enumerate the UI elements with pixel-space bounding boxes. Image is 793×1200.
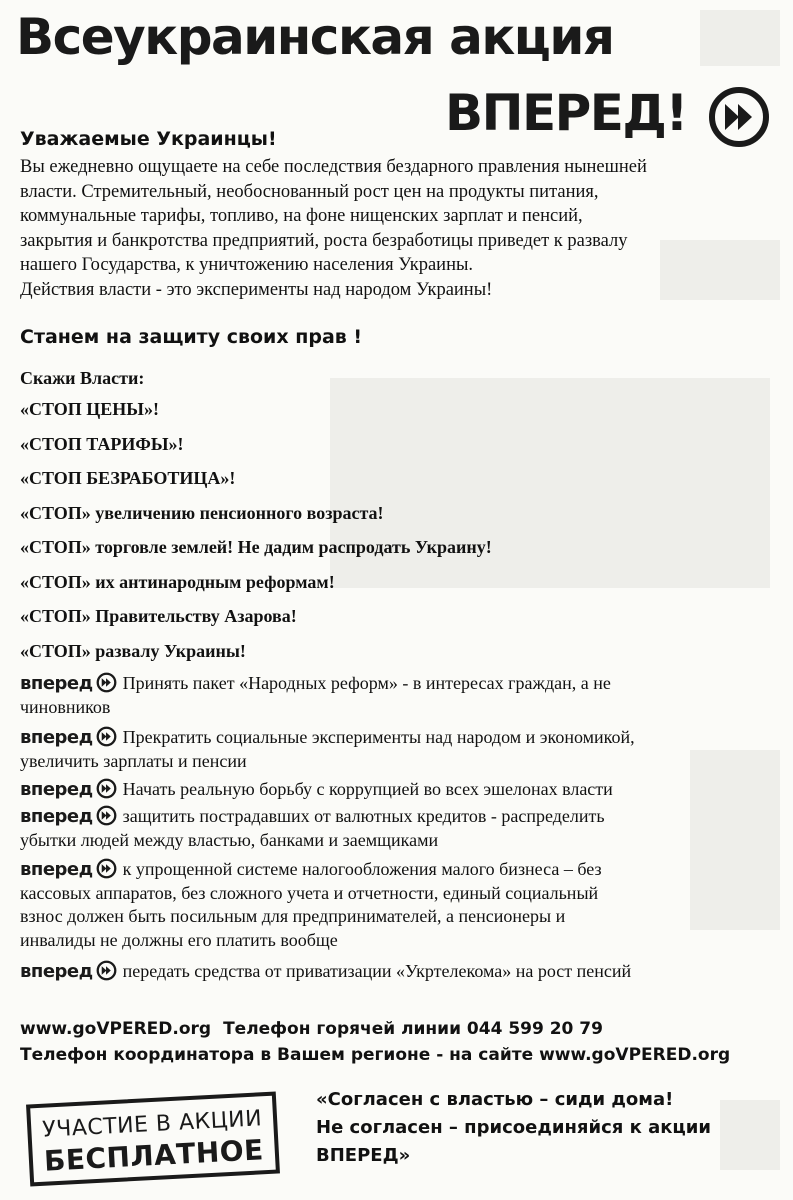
slogan-line: Не согласен – присоединяйся к акции <box>316 1117 711 1138</box>
greeting-heading: Уважаемые Украинцы! <box>20 128 277 150</box>
stop-list <box>20 398 492 674</box>
slogan <box>316 1086 711 1170</box>
regional-coordinator: Телефон координатора в Вашем регионе - на сайте www.goVPERED.org <box>20 1045 731 1065</box>
intro-line: закрытия и банкротства предприятий, роста безработицы приведет к развалу <box>20 230 628 251</box>
intro-line: власти. Стремительный, необоснованный рост цен на продукты питания, <box>20 181 599 202</box>
vpered-brand: вперед <box>20 806 93 827</box>
vpered-brand: вперед <box>20 779 93 800</box>
stamp-line-2: БЕСПЛАТНОЕ <box>43 1133 265 1178</box>
website-link[interactable]: www.goVPERED.org <box>20 1019 212 1039</box>
demand-item <box>20 805 785 852</box>
demand-item <box>20 858 785 952</box>
fast-forward-circle-icon <box>96 672 117 693</box>
stop-item: «СТОП ЦЕНЫ»! <box>20 399 159 419</box>
demand-text: Принять пакет «Народных реформ» - в интересах граждан, а не <box>122 673 611 693</box>
demand-text-continued: чиновников <box>20 696 111 717</box>
demand-item <box>20 672 785 719</box>
title-line-2: ВПЕРЕД! <box>445 84 687 142</box>
demand-text: Прекратить социальные эксперименты над народом и экономикой, <box>122 727 635 747</box>
vpered-brand: вперед <box>20 859 93 880</box>
stop-item: «СТОП» торговле землей! Не дадим распродать Украину! <box>20 537 492 557</box>
demand-text-continued: взнос должен быть посильным для предпринимателей, а пенсионеры и <box>20 906 566 926</box>
intro-line: нашего Государства, к уничтожению населения Украины. <box>20 255 474 275</box>
free-participation-stamp <box>26 1092 280 1187</box>
contacts <box>20 1016 730 1068</box>
stop-item: «СТОП ТАРИФЫ»! <box>20 433 184 454</box>
stop-item: «СТОП» развалу Украины! <box>20 640 246 661</box>
demand-text-continued: убытки людей между властью, банками и заемщиками <box>20 829 439 850</box>
fast-forward-circle-icon <box>96 960 117 981</box>
fast-forward-circle-icon <box>96 726 117 747</box>
fast-forward-circle-icon <box>96 778 117 799</box>
stop-item: «СТОП» их антинародным реформам! <box>20 571 335 592</box>
demand-text: передать средства от приватизации «Укртелекома» на рост пенсий <box>122 961 632 981</box>
demand-item <box>20 726 785 773</box>
fast-forward-circle-icon <box>96 858 117 879</box>
say-to-power-label: Скажи Власти: <box>20 368 145 388</box>
demand-text: Начать реальную борьбу с коррупцией во всех эшелонах власти <box>122 779 613 799</box>
stop-item: «СТОП БЕЗРАБОТИЦА»! <box>20 468 236 488</box>
rights-heading: Станем на защиту своих прав ! <box>20 326 363 348</box>
intro-paragraph <box>20 155 785 302</box>
vpered-brand: вперед <box>20 727 93 748</box>
vpered-brand: вперед <box>20 961 93 982</box>
slogan-line: «Согласен с властью – сиди дома! <box>316 1089 674 1110</box>
fast-forward-circle-icon <box>708 86 770 148</box>
demand-item <box>20 778 785 802</box>
demand-text-continued: увеличить зарплаты и пенсии <box>20 750 247 771</box>
demand-text-continued: инвалиды не должны его платить вообще <box>20 929 338 950</box>
intro-line: коммунальные тарифы, топливо, на фоне нищенских зарплат и пенсий, <box>20 206 583 226</box>
vpered-brand: вперед <box>20 673 93 694</box>
intro-line: Действия власти - это эксперименты над народом Украины! <box>20 279 493 300</box>
stop-item: «СТОП» увеличению пенсионного возраста! <box>20 502 384 523</box>
fast-forward-circle-icon <box>96 805 117 826</box>
demand-text-continued: кассовых аппаратов, без сложного учета и отчетности, единый социальный <box>20 882 599 903</box>
demand-item <box>20 960 785 984</box>
intro-line: Вы ежедневно ощущаете на себе последствия бездарного правления нынешней <box>20 157 647 177</box>
slogan-line: ВПЕРЕД» <box>316 1145 411 1166</box>
stop-item: «СТОП» Правительству Азарова! <box>20 606 297 626</box>
stamp-line-1: УЧАСТИЕ В АКЦИИ <box>41 1106 263 1143</box>
demand-text: защитить пострадавших от валютных кредитов - распределить <box>122 806 605 826</box>
demand-text: к упрощенной системе налогообложения малого бизнеса – без <box>122 859 602 879</box>
hotline-phone: Телефон горячей линии 044 599 20 79 <box>223 1019 603 1039</box>
title-line-1: Всеукраинская акция <box>16 8 614 66</box>
